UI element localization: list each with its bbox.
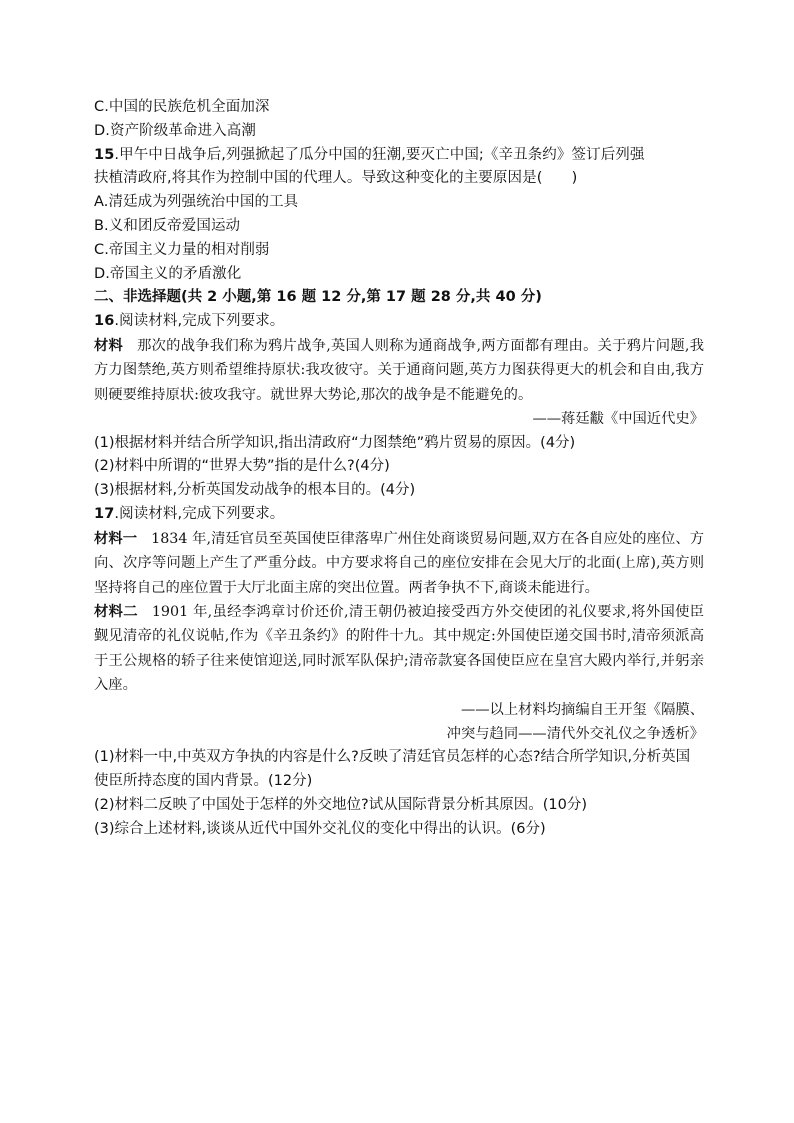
q17-source-line2: 冲突与趋同——清代外交礼仪之争透析》 <box>446 726 704 743</box>
q16-stem-text: .阅读材料,完成下列要求。 <box>114 313 285 330</box>
q15-number: 15 <box>94 146 115 163</box>
q15-stem-text1: .甲午中日战争后,列强掀起了瓜分中国的狂潮,要灭亡中国;《辛丑条约》签订后列强 <box>114 146 645 163</box>
q16-sub-3: (3)根据材料,分析英国发动战争的根本目的。(4分) <box>94 482 416 499</box>
q17-stem-text: .阅读材料,完成下列要求。 <box>114 505 285 522</box>
q15-stem-line1 <box>94 144 704 168</box>
q17-sub-3: (3)综合上述材料,谈谈从近代中国外交礼仪的变化中得出的认识。(6分) <box>94 820 546 837</box>
section-heading: 二、非选择题(共 2 小题,第 16 题 12 分,第 17 题 28 分,共 40 分) <box>94 289 542 306</box>
q17-sub-1: (1)材料一中,中英双方争执的内容是什么?反映了清廷官员怎样的心态?结合所学知识,分析英国使臣所持态度的国内背景。(12分) <box>94 749 691 790</box>
q15-option-a: A.清廷成为列强统治中国的工具 <box>94 194 299 211</box>
q15-option-d: D.帝国主义的矛盾激化 <box>94 265 242 282</box>
q17-material1-text: 1834 年,清廷官员至英国使臣律落卑广州住处商谈贸易问题,双方在各自应处的座位、方向、次序等问题上产生了严重分歧。中方要求将自己的座位安排在会见大厅的北面(上席),英方则坚持将自己的座位置于大厅北面主席的突出位置。两者争执不下,商谈未能进行。 <box>94 530 704 596</box>
q15-stem-line2: 扶植清政府,将其作为控制中国的代理人。导致这种变化的主要原因是( ) <box>94 170 578 187</box>
q17-material-1 <box>94 527 704 600</box>
q17-source-line1: ——以上材料均摘编自王开玺《隔膜、 <box>460 701 704 718</box>
q16-material-tag: 材料 <box>94 337 124 354</box>
q17-sub-2: (2)材料二反映了中国处于怎样的外交地位?试从国际背景分析其原因。(10分) <box>94 797 587 814</box>
q17-material-2 <box>94 600 704 698</box>
q16-material-text: 那次的战争我们称为鸦片战争,英国人则称为通商战争,两方面都有理由。关于鸦片问题,我方力图禁绝,英方则希望维持原状:我攻彼守。关于通商问题,英方力图获得更大的机会和自由,我方则硬要维持原状:彼攻我守。就世界大势论,那次的战争是不能避免的。 <box>94 337 704 403</box>
q17-stem <box>94 503 704 527</box>
q17-material2-tag: 材料二 <box>94 604 138 620</box>
q16-stem <box>94 310 704 334</box>
q14-option-c: C.中国的民族危机全面加深 <box>94 99 270 115</box>
q17-material1-tag: 材料一 <box>94 530 138 547</box>
q17-number: 17 <box>94 505 115 522</box>
q16-material <box>94 334 704 407</box>
q17-material2-text: 1901 年,虽经李鸿章讨价还价,清王朝仍被迫接受西方外交使团的礼仪要求,将外国使臣觐见清帝的礼仪说帖,作为《辛丑条约》的附件十九。其中规定:外国使臣递交国书时,清帝须派高于王公规格的轿子往来使馆迎送,同时派军队保护;清帝款宴各国使臣应在皇宫大殿内举行,并躬亲入座。 <box>94 604 705 694</box>
q16-source: ——蒋廷黻《中国近代史》 <box>532 411 704 428</box>
q14-option-d: D.资产阶级革命进入高潮 <box>94 122 256 139</box>
q16-sub-2: (2)材料中所谓的“世界大势”指的是什么?(4分) <box>94 458 390 475</box>
q16-number: 16 <box>94 313 115 330</box>
exam-page <box>94 96 704 842</box>
q16-sub-1: (1)根据材料并结合所学知识,指出清政府“力图禁绝”鸦片贸易的原因。(4分) <box>94 434 576 451</box>
q15-option-c: C.帝国主义力量的相对削弱 <box>94 241 270 258</box>
q15-option-b: B.义和团反帝爱国运动 <box>94 217 241 234</box>
